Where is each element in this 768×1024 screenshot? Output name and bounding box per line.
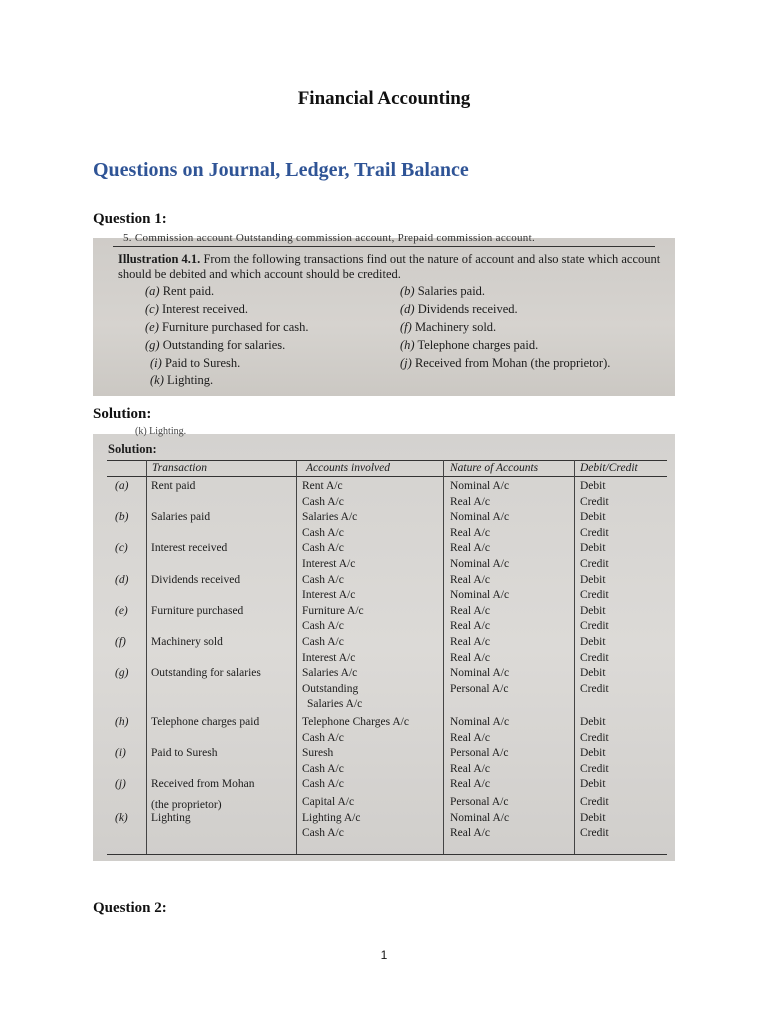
illustration-item-key: (e) [145,320,159,334]
table-cell-nature: Nominal A/c [450,716,510,728]
table-cell-account: Lighting A/c [302,811,361,824]
table-cell-nature: Nominal A/c [450,511,510,524]
illustration-item-key: (h) [400,338,415,352]
table-cell-account: Salaries A/c [302,511,358,524]
table-cell-account: Cash A/c [302,636,344,648]
question-1-label: Question 1: [93,211,167,227]
transaction-key: (g) [115,667,129,680]
table-cell-account: Telephone Charges A/c [302,716,409,728]
transaction-text: Machinery sold [151,636,223,648]
table-cell-account: Salaries A/c [302,667,358,680]
col-header-debit-credit: Debit/Credit [580,462,638,474]
illustration-item [400,338,538,353]
illustration-item [145,338,285,353]
illustration-item-key: (i) [150,356,162,370]
table-cell-nature: Nominal A/c [450,811,510,824]
table-cell-account: Suresh [302,747,334,760]
table-cell-dc: Debit [580,542,606,555]
table-cell-account: Rent A/c [302,480,343,492]
col-header-nature: Nature of Accounts [450,462,539,474]
illustration-item [145,302,248,317]
illustration-item-key: (b) [400,284,415,298]
table-cell-dc: Debit [580,811,606,824]
transaction-key: (k) [115,811,128,824]
table-header-rule [107,476,667,477]
transaction-text: Rent paid [151,480,196,492]
solution-table-photo [93,426,675,861]
table-cell-nature: Real A/c [450,636,490,648]
transaction-text: (the proprietor) [151,799,222,811]
table-cell-dc: Debit [580,747,606,760]
table-col-divider [146,460,147,854]
solution-cut-top: (k) Lighting. [135,426,187,437]
illustration-item-text: Telephone charges paid. [417,338,539,352]
table-cell-nature: Nominal A/c [450,558,510,570]
transaction-key: (e) [115,604,128,617]
table-cell-dc: Credit [580,682,609,695]
table-cell-nature: Personal A/c [450,747,509,760]
col-header-transaction: Transaction [152,462,207,474]
illustration-item-key: (f) [400,320,412,334]
table-cell-dc: Credit [580,762,609,775]
page-number: 1 [380,948,388,962]
transaction-key: (b) [115,511,129,524]
table-cell-nature: Real A/c [450,731,490,744]
table-cell-account: Furniture A/c [302,604,364,617]
table-bottom-rule [107,854,667,855]
page-title: Financial Accounting [297,88,471,109]
transaction-key: (d) [115,573,129,586]
illustration-item-key: (j) [400,356,412,370]
table-cell-nature: Nominal A/c [450,480,510,492]
table-cell-account: Interest A/c [302,558,356,570]
table-cell-nature: Real A/c [450,620,490,633]
transaction-key: (j) [115,778,126,791]
transaction-text: Furniture purchased [151,604,244,617]
illustration-heading [118,252,663,282]
table-cell-dc: Debit [580,480,606,492]
table-cell-dc: Credit [580,526,609,539]
table-col-divider [443,460,444,854]
table-cell-account: Cash A/c [302,762,344,775]
illustration-item-text: Outstanding for salaries. [162,338,286,352]
table-cell-dc: Credit [580,827,609,840]
illustration-item-text: Salaries paid. [417,284,486,298]
table-cell-dc: Credit [580,620,609,633]
illustration-item [400,356,610,371]
table-cell-nature: Real A/c [450,526,490,539]
illustration-item [400,302,518,317]
question-2-label: Question 2: [93,900,167,916]
illustration-rule [113,246,655,247]
table-cell-dc: Credit [580,589,609,602]
illustration-item-key: (c) [145,302,159,316]
illustration-number: Illustration 4.1. [118,252,201,266]
table-cell-account: Interest A/c [302,651,356,664]
section-heading: Questions on Journal, Ledger, Trail Balance [93,159,469,181]
transaction-text: Received from Mohan [151,778,255,791]
transaction-text: Interest received [151,542,228,555]
col-header-accounts: Accounts involved [306,462,390,474]
transaction-text: Outstanding for salaries [151,667,261,680]
illustration-item-text: Interest received. [162,302,249,316]
solution-label: Solution: [93,406,152,422]
table-cell-dc: Debit [580,511,606,524]
table-cell-account: Cash A/c [302,731,344,744]
table-cell-dc: Debit [580,604,606,617]
illustration-item-text: Furniture purchased for cash. [162,320,309,334]
table-cell-nature: Real A/c [450,542,490,555]
table-cell-dc: Credit [580,796,609,808]
transaction-key: (h) [115,716,129,728]
illustration-item [400,320,496,335]
table-cell-account: Cash A/c [302,778,344,791]
illustration-item-key: (a) [145,284,160,298]
illustration-item [145,320,308,335]
table-cell-nature: Real A/c [450,573,490,586]
transaction-text: Dividends received [151,573,241,586]
table-cell-account: Cash A/c [302,827,344,840]
table-cell-nature: Personal A/c [450,796,509,808]
table-cell-nature: Real A/c [450,651,490,664]
table-cell-nature: Real A/c [450,762,490,775]
illustration-text: From the following transactions find out the nature of account and also state which account should be debited and which account should be credited. [118,252,661,281]
table-top-rule [107,460,667,461]
illustration-item-text: Machinery sold. [414,320,497,334]
table-cell-dc: Debit [580,573,606,586]
illustration-item [150,356,240,371]
table-cell-nature: Nominal A/c [450,589,510,602]
table-cell-nature: Real A/c [450,604,490,617]
illustration-item [145,284,214,299]
table-cell-nature: Personal A/c [450,682,509,695]
table-cell-dc: Credit [580,651,609,664]
transaction-text: Salaries paid [151,511,211,524]
table-cell-account: Outstanding [302,682,359,695]
illustration-item-text: Paid to Suresh. [164,356,241,370]
illustration-cut-text: 5. Commission account Outstanding commission account, Prepaid commission account. [123,232,535,244]
table-col-divider [574,460,575,854]
table-cell-dc: Credit [580,495,609,508]
table-cell-dc: Debit [580,778,606,791]
table-col-divider [296,460,297,854]
table-cell-dc: Credit [580,558,609,570]
illustration-item-text: Received from Mohan (the proprietor). [414,356,611,370]
illustration-item-key: (g) [145,338,160,352]
table-cell-dc: Debit [580,716,606,728]
transaction-text: Telephone charges paid [151,716,260,728]
illustration-item [400,284,485,299]
illustration-item-text: Rent paid. [162,284,215,298]
illustration-item-text: Dividends received. [417,302,518,316]
table-cell-nature: Real A/c [450,778,490,791]
table-cell-account: Cash A/c [302,495,344,508]
transaction-text: Lighting [151,811,191,824]
table-cell-nature: Real A/c [450,827,490,840]
table-cell-dc: Debit [580,667,606,680]
transaction-key: (a) [115,480,129,492]
transaction-key: (i) [115,747,126,760]
table-cell-account: Cash A/c [302,573,344,586]
table-cell-account: Cash A/c [302,620,344,633]
illustration-item [150,373,213,388]
illustration-item-text: Lighting. [167,373,214,387]
table-cell-account: Cash A/c [302,542,344,555]
table-cell-dc: Debit [580,636,606,648]
table-cell-account: Interest A/c [302,589,356,602]
table-cell-dc: Credit [580,731,609,744]
table-cell-account: Cash A/c [302,526,344,539]
table-cell-nature: Nominal A/c [450,667,510,680]
table-cell-account: Capital A/c [302,796,355,808]
illustration-photo [93,232,675,396]
transaction-key: (f) [115,636,126,648]
table-cell-nature: Real A/c [450,495,490,508]
solution-title: Solution: [108,442,157,456]
table-cell-account: Salaries A/c [307,698,363,711]
illustration-item-key: (k) [150,373,164,387]
illustration-item-key: (d) [400,302,415,316]
transaction-key: (c) [115,542,128,555]
transaction-text: Paid to Suresh [151,747,218,760]
